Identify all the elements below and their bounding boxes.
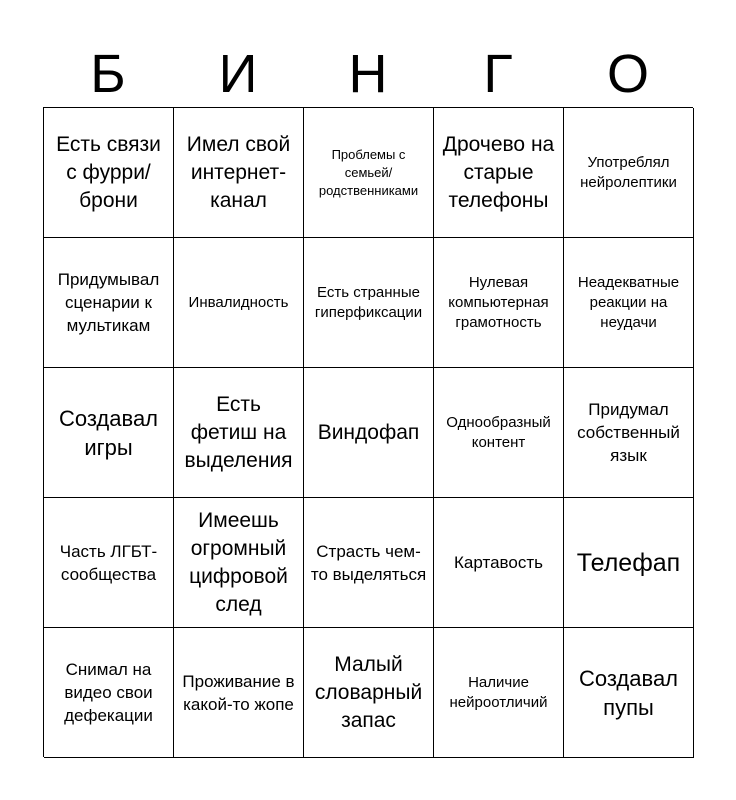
cell-text: Употреблял нейролептики xyxy=(580,153,677,191)
cell-text: Есть фетиш на выделения xyxy=(184,392,293,472)
bingo-cell-r4c2[interactable] xyxy=(174,498,304,628)
cell-text: Однообразный контент xyxy=(446,413,551,451)
bingo-cell-r5c1[interactable] xyxy=(44,628,174,758)
bingo-cell-r5c3[interactable] xyxy=(304,628,434,758)
cell-text: Дрочево на старые телефоны xyxy=(442,132,555,212)
cell-text: Создавал игры xyxy=(58,405,159,460)
bingo-cell-r2c2[interactable] xyxy=(174,238,304,368)
bingo-cell-r5c2[interactable] xyxy=(174,628,304,758)
header-letter-g: Г xyxy=(483,44,513,104)
bingo-board xyxy=(43,107,693,757)
cell-text: Проживание в какой-то жопе xyxy=(182,671,295,714)
cell-text: Создавал пупы xyxy=(578,665,679,720)
bingo-cell-r2c5[interactable] xyxy=(564,238,694,368)
bingo-cell-r1c4[interactable] xyxy=(434,108,564,238)
cell-text: Картавость xyxy=(454,553,543,572)
bingo-cell-r1c3[interactable] xyxy=(304,108,434,238)
bingo-cell-r1c2[interactable] xyxy=(174,108,304,238)
cell-text: Придумал собственный язык xyxy=(577,400,680,465)
bingo-cell-r5c5[interactable] xyxy=(564,628,694,758)
bingo-cell-r4c1[interactable] xyxy=(44,498,174,628)
bingo-cell-r2c1[interactable] xyxy=(44,238,174,368)
bingo-cell-r2c4[interactable] xyxy=(434,238,564,368)
cell-text: Проблемы с семьей/ родственниками xyxy=(318,146,419,198)
cell-text: Виндофап xyxy=(317,420,420,444)
bingo-cell-r5c4[interactable] xyxy=(434,628,564,758)
header-letter-i: И xyxy=(218,44,258,104)
cell-text: Инвалидность xyxy=(188,293,289,311)
cell-text: Часть ЛГБТ-сообщества xyxy=(59,541,158,584)
bingo-cell-r1c1[interactable] xyxy=(44,108,174,238)
cell-text: Страсть чем-то выделяться xyxy=(310,541,427,584)
cell-text: Малый словарный запас xyxy=(314,652,423,732)
bingo-cell-r3c4[interactable] xyxy=(434,368,564,498)
bingo-cell-r3c3[interactable] xyxy=(304,368,434,498)
header-letter-b: Б xyxy=(90,44,126,104)
bingo-cell-r1c5[interactable] xyxy=(564,108,694,238)
bingo-cell-r4c3[interactable] xyxy=(304,498,434,628)
bingo-cell-r2c3[interactable] xyxy=(304,238,434,368)
bingo-cell-r4c5[interactable] xyxy=(564,498,694,628)
cell-text: Телефап xyxy=(576,548,681,577)
bingo-cell-r3c2[interactable] xyxy=(174,368,304,498)
bingo-cell-r4c4[interactable] xyxy=(434,498,564,628)
cell-text: Есть странные гиперфиксации xyxy=(314,283,423,321)
cell-text: Снимал на видео свои дефекации xyxy=(64,660,153,725)
cell-text: Придумывал сценарии к мультикам xyxy=(57,270,160,335)
bingo-cell-r3c5[interactable] xyxy=(564,368,694,498)
cell-text: Неадекватные реакции на неудачи xyxy=(577,273,680,331)
cell-text: Нулевая компьютерная грамотность xyxy=(448,273,549,331)
header-letter-n: Н xyxy=(348,44,388,104)
bingo-cell-r3c1[interactable] xyxy=(44,368,174,498)
cell-text: Есть связи с фурри/ брони xyxy=(56,132,161,212)
cell-text: Наличие нейроотличий xyxy=(449,673,548,711)
cell-text: Имел свой интернет-канал xyxy=(186,132,291,212)
cell-text: Имеешь огромный цифровой след xyxy=(189,508,288,616)
bingo-header xyxy=(43,40,693,108)
header-letter-o: О xyxy=(606,44,649,104)
